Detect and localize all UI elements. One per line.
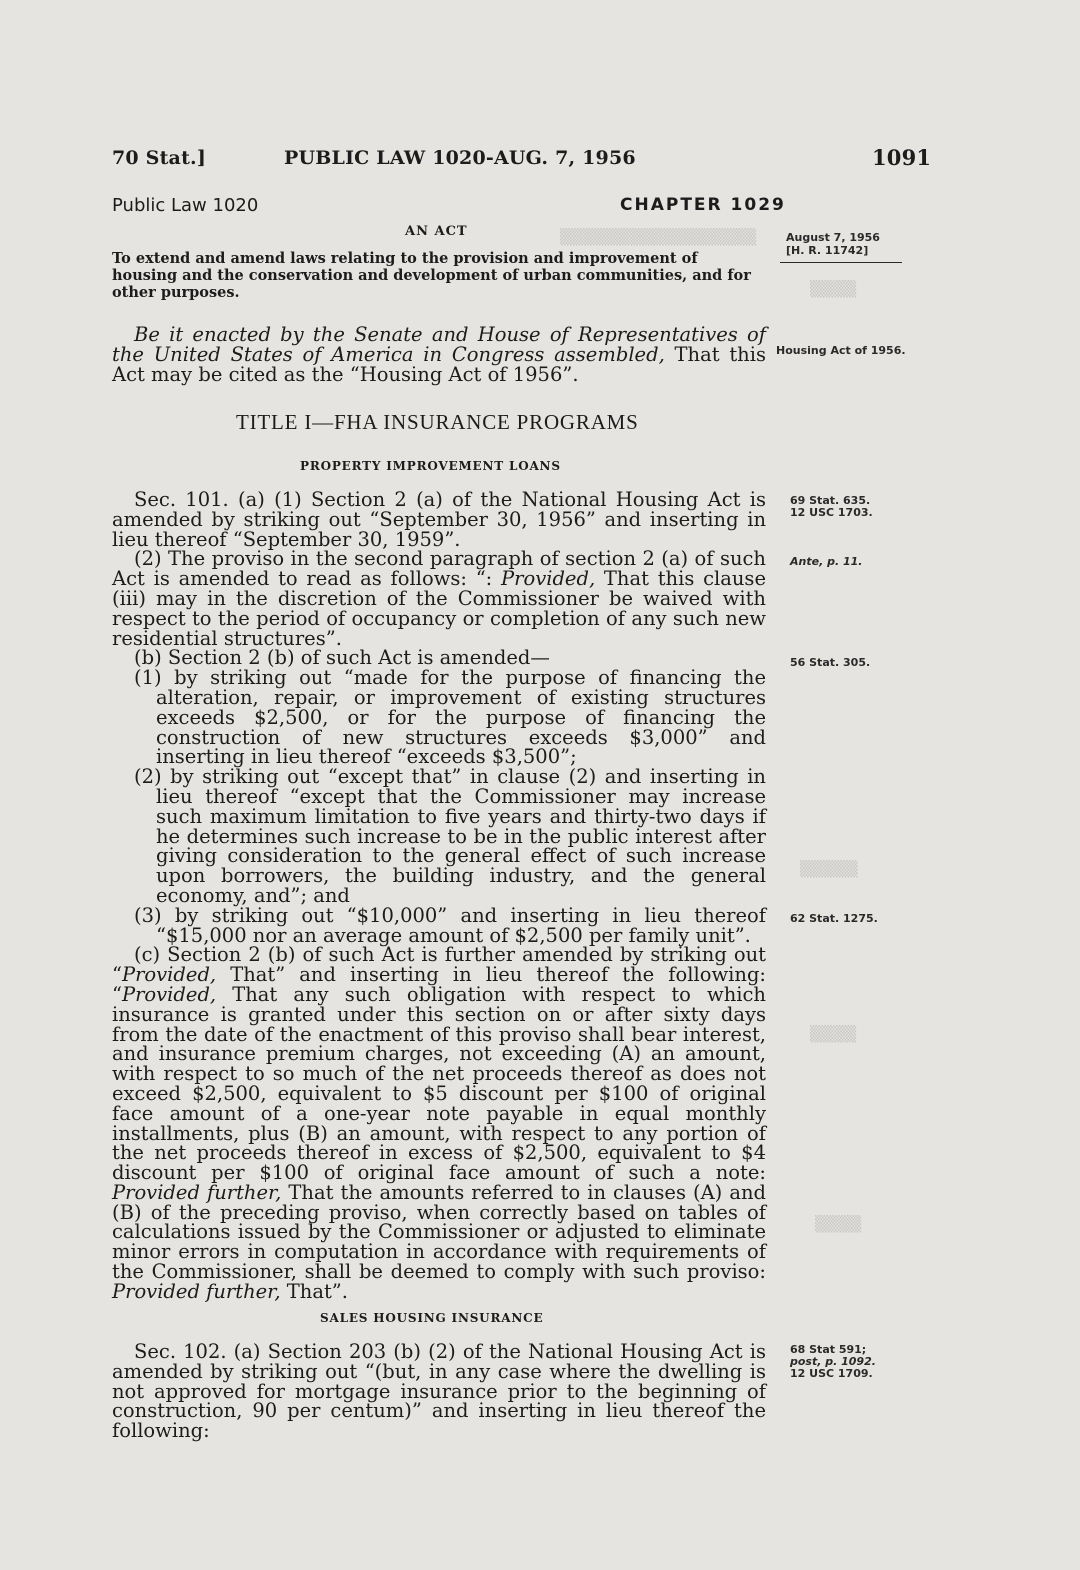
paragraph: (2) The proviso in the second paragraph of section 2 (a) of such Act is amended to read as follows: “: Provided, That this clause (iii) may in the discretion of the Commissioner be waived with respect to the period of occupancy or completion of any such new residential structures”.: [112, 547, 766, 650]
margin-citation: post, p. 1092.: [790, 1355, 876, 1368]
enacting-clause: [112, 325, 766, 384]
enacting-text: That this Act may be cited as the “Housing Act of 1956”.: [112, 342, 766, 386]
section-heading: SALES HOUSING INSURANCE: [320, 1311, 544, 1325]
section-102: [112, 1342, 766, 1441]
clause: (3) by striking out “$10,000” and inserting in lieu thereof “$15,000 nor an average amount of $2,500 per family unit”.: [134, 903, 766, 947]
page-number: 1091: [872, 145, 932, 170]
bleed-through: ▒▒▒▒▒: [800, 860, 858, 878]
margin-citation: 12 USC 1709.: [790, 1367, 873, 1380]
margin-date: August 7, 1956: [786, 231, 880, 244]
section-101: [112, 490, 766, 1302]
act-purpose: To extend and amend laws relating to the provision and improvement of housing and the conservation and development of urban communities, and for other purposes.: [112, 250, 751, 301]
margin-citation: 56 Stat. 305.: [790, 656, 871, 669]
margin-citation: 12 USC 1703.: [790, 506, 873, 519]
bleed-through: ▒▒▒▒▒▒▒▒▒▒▒▒▒▒▒▒▒: [560, 228, 757, 246]
bleed-through: ▒▒▒▒: [815, 1215, 862, 1233]
margin-rule: [780, 262, 902, 263]
section-heading: PROPERTY IMPROVEMENT LOANS: [300, 459, 561, 473]
paragraph: Sec. 101. (a) (1) Section 2 (a) of the National Housing Act is amended by striking out “September 30, 1956” and inserting in lieu thereof “September 30, 1959”.: [112, 488, 766, 551]
paragraph: Sec. 102. (a) Section 203 (b) (2) of the National Housing Act is amended by striking out “(but, in any case where the dwelling is not approved for mortgage insurance prior to the beginning of construction, 90 per centum)” and inserting in lieu thereof the following:: [112, 1340, 766, 1443]
paragraph: (c) Section 2 (b) of such Act is further amended by striking out “Provided, That” and inserting in lieu thereof the following: “Provided, That any such obligation with respect to which insurance is granted under this section on or after sixty days from the date of the enactment of this proviso shall bear interest, and insurance premium charges, not exceeding (A) an amount, with respect to so much of the net proceeds thereof as does not exceed $2,500, equivalent to $5 discount per $100 of original face amount of a one-year note payable in equal monthly installments, plus (B) an amount, with respect to any portion of the net proceeds thereof in excess of $2,500, equivalent to $4 discount per $100 of original face amount of such a note: Provided further, That the amounts referred to in clauses (A) and (B) of the preceding proviso, when correctly based on tables of calculations issued by the Commissioner or adjusted to eliminate minor errors in computation in accordance with requirements of the Commissioner, shall be deemed to comply with such proviso: Provided further, That”.: [112, 943, 766, 1303]
margin-citation: 69 Stat. 635.: [790, 494, 871, 507]
volume-reference: 70 Stat.]: [112, 147, 207, 169]
chapter-number: CHAPTER 1029: [620, 195, 786, 215]
enacting-formula: Be it enacted by the Senate and House of Representatives of the United States of America in Congress assembled,: [112, 323, 766, 366]
margin-citation: 68 Stat 591;: [790, 1343, 867, 1356]
margin-citation: Ante, p. 11.: [790, 555, 863, 568]
running-title: PUBLIC LAW 1020-AUG. 7, 1956: [284, 147, 636, 169]
clause: (1) by striking out “made for the purpose of financing the alteration, repair, or improvement of existing structures exceeds $2,500, or for the purpose of financing the construction of new structures exceeds $3,000” and inserting in lieu thereof “exceeds $3,500”;: [134, 666, 766, 769]
margin-citation: 62 Stat. 1275.: [790, 912, 878, 925]
bleed-through: ▒▒▒▒: [810, 1025, 857, 1043]
clause: (2) by striking out “except that” in clause (2) and inserting in lieu thereof “except that the Commissioner may increase such maximum limitation to five years and thirty-two days if he determines such increase to be in the public interest after giving consideration to the general effect of such increase upon borrowers, the building industry, and the general economy, and”; and: [134, 765, 766, 907]
margin-bill-number: [H. R. 11742]: [786, 244, 869, 257]
public-law-number: Public Law 1020: [112, 195, 259, 216]
bleed-through: ▒▒▒▒: [810, 280, 857, 298]
margin-short-title: Housing Act of 1956.: [776, 344, 906, 357]
paragraph: (b) Section 2 (b) of such Act is amended—: [134, 646, 550, 670]
title-heading: TITLE I—FHA INSURANCE PROGRAMS: [236, 410, 639, 434]
act-label: AN ACT: [405, 224, 468, 239]
